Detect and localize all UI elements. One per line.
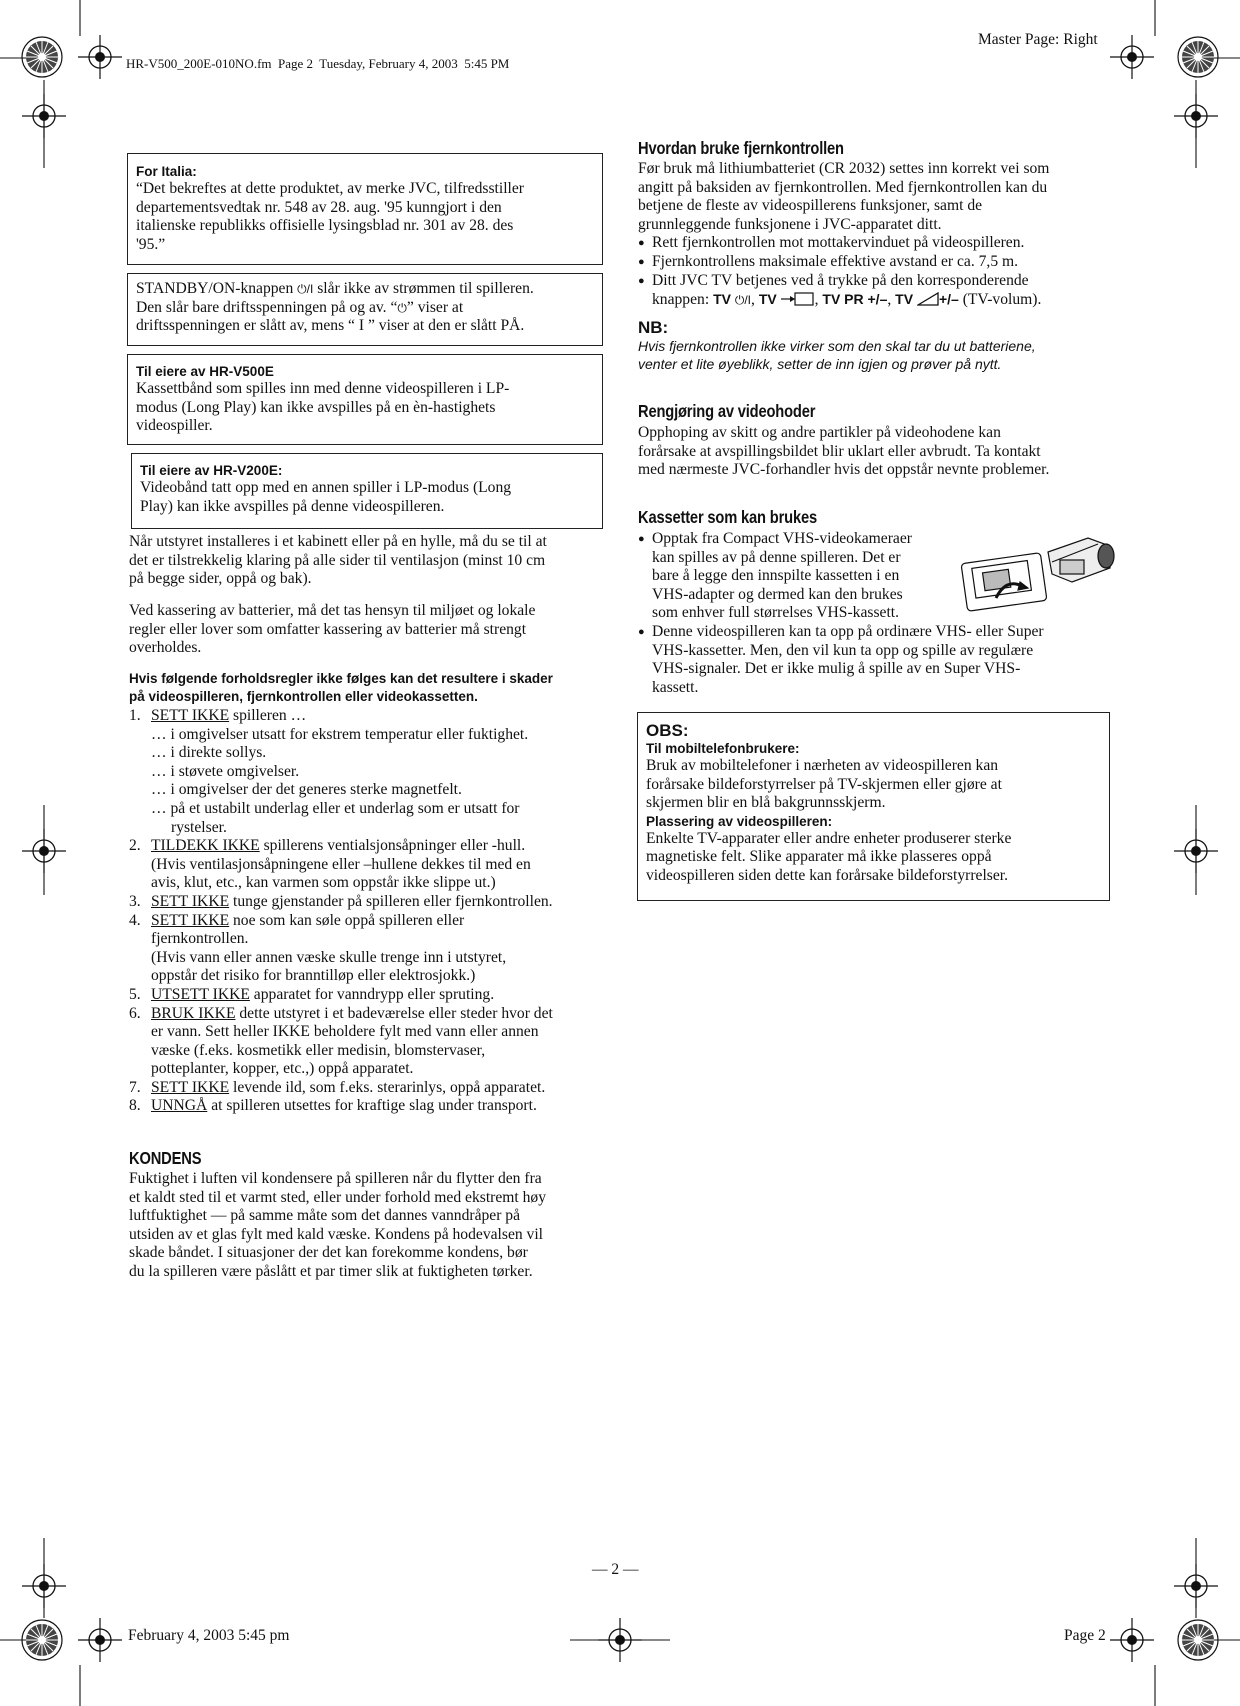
heads-paragraph: Opphoping av skitt og andre partikler på videohodene kan forårsake at avspillingsbildet blir uklart eller avbrudt. Ta kontakt med nærmeste JVC-forhandler hvis det oppstår nevnte problemer. <box>638 424 1050 479</box>
precautions-warning: Hvis følgende forholdsregler ikke følges kan det resultere i skader på videospilleren, fjernkontrollen eller videokassetten. <box>129 671 553 704</box>
obs-mobile-text: Bruk av mobiltelefoner i nærheten av videospilleren kan forårsake bildeforstyrrelser på TV-skjermen eller gjøre at skjermen blir en blå bakgrunnsskjerm. <box>646 757 1002 812</box>
list-item: ● Rett fjernkontrollen mot mottakervinduet på videospilleren. <box>638 234 1118 253</box>
camcorder-adapter-illustration <box>960 532 1120 612</box>
power-icon: ⏻/I <box>734 293 752 308</box>
list-item: ● Fjernkontrollens maksimale effektive avstand er ca. 7,5 m. <box>638 253 1118 272</box>
list-item: 2. TILDEKK IKKE spillerens ventialsjonsåpninger eller -hull. (Hvis ventilasjonsåpningene eller –hullene dekkes til med en avis, klut, etc., kan varmen som oppstår ikke slippe ut.) <box>129 837 531 892</box>
precautions-list <box>129 707 609 1116</box>
file-info-header: HR-V500_200E-010NO.fm Page 2 Tuesday, February 4, 2003 5:45 PM <box>126 56 510 71</box>
nb-heading: NB: <box>638 318 669 337</box>
list-item: 3. SETT IKKE tunge gjenstander på spilleren eller fjernkontrollen. <box>129 892 553 910</box>
master-page-label: Master Page: Right <box>978 31 1098 48</box>
heads-heading: Rengjøring av videohoder <box>638 401 816 421</box>
italia-title: For Italia: <box>136 164 197 179</box>
page-number: — 2 — <box>592 1561 639 1578</box>
list-item: ● Denne videospilleren kan ta opp på ordinære VHS- eller Super VHS-kassetter. Men, den vil kun ta opp og spille av regulære VHS-signaler. Det er ikke mulig å spille av en Super VHS- kassett. <box>638 623 1118 697</box>
italia-notice-box <box>127 153 603 265</box>
nb-paragraph: Hvis fjernkontrollen ikke virker som den skal tar du ut batteriene, venter et lite øyeblikk, setter de inn igjen og prøver på nytt. <box>638 338 1036 373</box>
standby-notice-box <box>127 273 603 346</box>
kondens-paragraph: Fuktighet i luften vil kondensere på spilleren når du flytter den fra et kaldt sted til et varmt sted, eller under forhold med ekstremt høy luftfuktighet — på samme måte som det dannes vanndråper på utsiden av et glas fylt med kald væske. Kondens på hodevalsen vil skade båndet. I situasjoner der det kan forekomme kondens, bør du la spilleren være påslått et par timer slik at fuktigheten tørker. <box>129 1170 547 1280</box>
list-item: ● Opptak fra Compact VHS-videokameraer kan spilles av på denne spilleren. Det er bare å legge den innspilte kassetten i en VHS-adapter og dermed kan den brukes som enhver full størrelses VHS-kassett. <box>638 530 1118 623</box>
list-item: 4. SETT IKKE noe som kan søle oppå spilleren eller fjernkontrollen. (Hvis vann eller annen væske skulle trenge inn i utstyret, oppstår det risiko for branntilløp eller elektrosjokk.) <box>129 911 507 985</box>
obs-notice-box <box>637 712 1110 901</box>
obs-placement-text: Enkelte TV-apparater eller andre enheter produserer sterke magnetiske felt. Slike apparater må ikke plasseres oppå videospilleren siden dette kan forårsake bildeforstyrrelser. <box>646 829 1012 884</box>
footer-page-label: Page 2 <box>1064 1627 1106 1644</box>
remote-key-line: knappen: TV ⏻/I, TV , TV PR +/–, TV +/– (TV-volum). <box>652 291 1042 309</box>
hr-v200e-title: Til eiere av HR-V200E: <box>140 463 283 478</box>
standby-text: STANDBY/ON-knappen ⏻/I slår ikke av strømmen til spilleren. Den slår bare driftsspenningen på og av. “⏻” viser at driftsspenningen er slått av, mens “ I ” viser at den er slått PÅ. <box>136 280 534 335</box>
list-item: 6. BRUK IKKE dette utstyret i et badeværelse eller steder hvor det er vann. Sett heller IKKE beholdere fylt med vann eller annen væske (f.eks. kosmetikk eller medisin, blomstervaser, potteplanter, kopper, etc.,) oppå apparatet. <box>129 1004 553 1078</box>
remote-heading: Hvordan bruke fjernkontrollen <box>638 138 844 158</box>
power-icon: ⏻ <box>397 300 407 315</box>
footer-date: February 4, 2003 5:45 pm <box>128 1627 290 1644</box>
volume-icon <box>917 292 939 306</box>
battery-paragraph: Ved kassering av batterier, må det tas hensyn til miljøet og lokale regler eller lover som omfatter kassering av batterier må strengt overholdes. <box>129 602 536 657</box>
obs-heading: OBS: <box>646 721 689 740</box>
obs-placement-subheading: Plassering av videospilleren: <box>646 813 833 829</box>
power-icon: ⏻/I <box>297 282 314 296</box>
list-item: 7. SETT IKKE levende ild, som f.eks. sterarinlys, oppå apparatet. <box>129 1078 546 1096</box>
list-item: 5. UTSETT IKKE apparatet for vanndrypp eller spruting. <box>129 985 495 1003</box>
cassettes-heading: Kassetter som kan brukes <box>638 507 817 527</box>
av-input-icon <box>781 291 815 307</box>
kondens-heading: KONDENS <box>129 1148 202 1168</box>
list-item: 8. UNNGÅ at spilleren utsettes for kraftige slag under transport. <box>129 1097 537 1115</box>
hr-v500e-title: Til eiere av HR-V500E <box>136 364 274 379</box>
list-item: 1. SETT IKKE spilleren … … i omgivelser utsatt for ekstrem temperatur eller fuktighet. … i direkte sollys. … i støvete omgivelser. … i omgivelser der det generes sterke magnetfelt. … på et ustabilt underlag eller et underlag som er utsatt for rystelser. <box>129 707 529 836</box>
obs-mobile-subheading: Til mobiltelefonbrukere: <box>646 741 800 756</box>
hr-v200e-text: Videobånd tatt opp med en annen spiller i LP-modus (Long Play) kan ikke avspilles på denne videospilleren. <box>140 479 512 515</box>
italia-text: “Det bekreftes at dette produktet, av merke JVC, tilfredsstiller departementsvedtak nr. 548 av 28. aug. '95 kunngjort i den italienske republikks offisielle lysingsblad nr. 301 av 28. des '95.” <box>136 180 524 253</box>
hr-v500e-text: Kassettbånd som spilles inn med denne videospilleren i LP- modus (Long Play) kan ikke avspilles på en èn-hastighets videospiller. <box>136 380 510 435</box>
remote-paragraph: Før bruk må lithiumbatteriet (CR 2032) settes inn korrekt vei som angitt på baksiden av fjernkontrollen. Med fjernkontrollen kan du betjene de fleste av videospillerens funksjoner, samt de grunnleggende funksjonene i JVC-apparatet ditt. ● Rett fjernkontrollen mot mottakervinduet på videospilleren. ● Fjernkontrollens maksimale effektive avstand er ca. 7,5 m. ● Ditt JVC TV betjenes ved å trykke på den korresponderende knappen: TV ⏻/I, TV , TV PR +/–, TV +/– (TV-volum). <box>638 160 1118 310</box>
cabinet-paragraph: Når utstyret installeres i et kabinett eller på en hylle, må du se til at det er tilstrekkelig klaring på alle sider til ventilasjon (minst 10 cm på begge sider, oppå og bak). <box>129 533 547 588</box>
hr-v200e-notice-box <box>131 453 603 529</box>
list-item: ● Ditt JVC TV betjenes ved å trykke på den korresponderende knappen: TV ⏻/I, TV , TV PR +/–, TV +/– (TV-volum). <box>638 272 1118 310</box>
hr-v500e-notice-box <box>127 354 603 445</box>
